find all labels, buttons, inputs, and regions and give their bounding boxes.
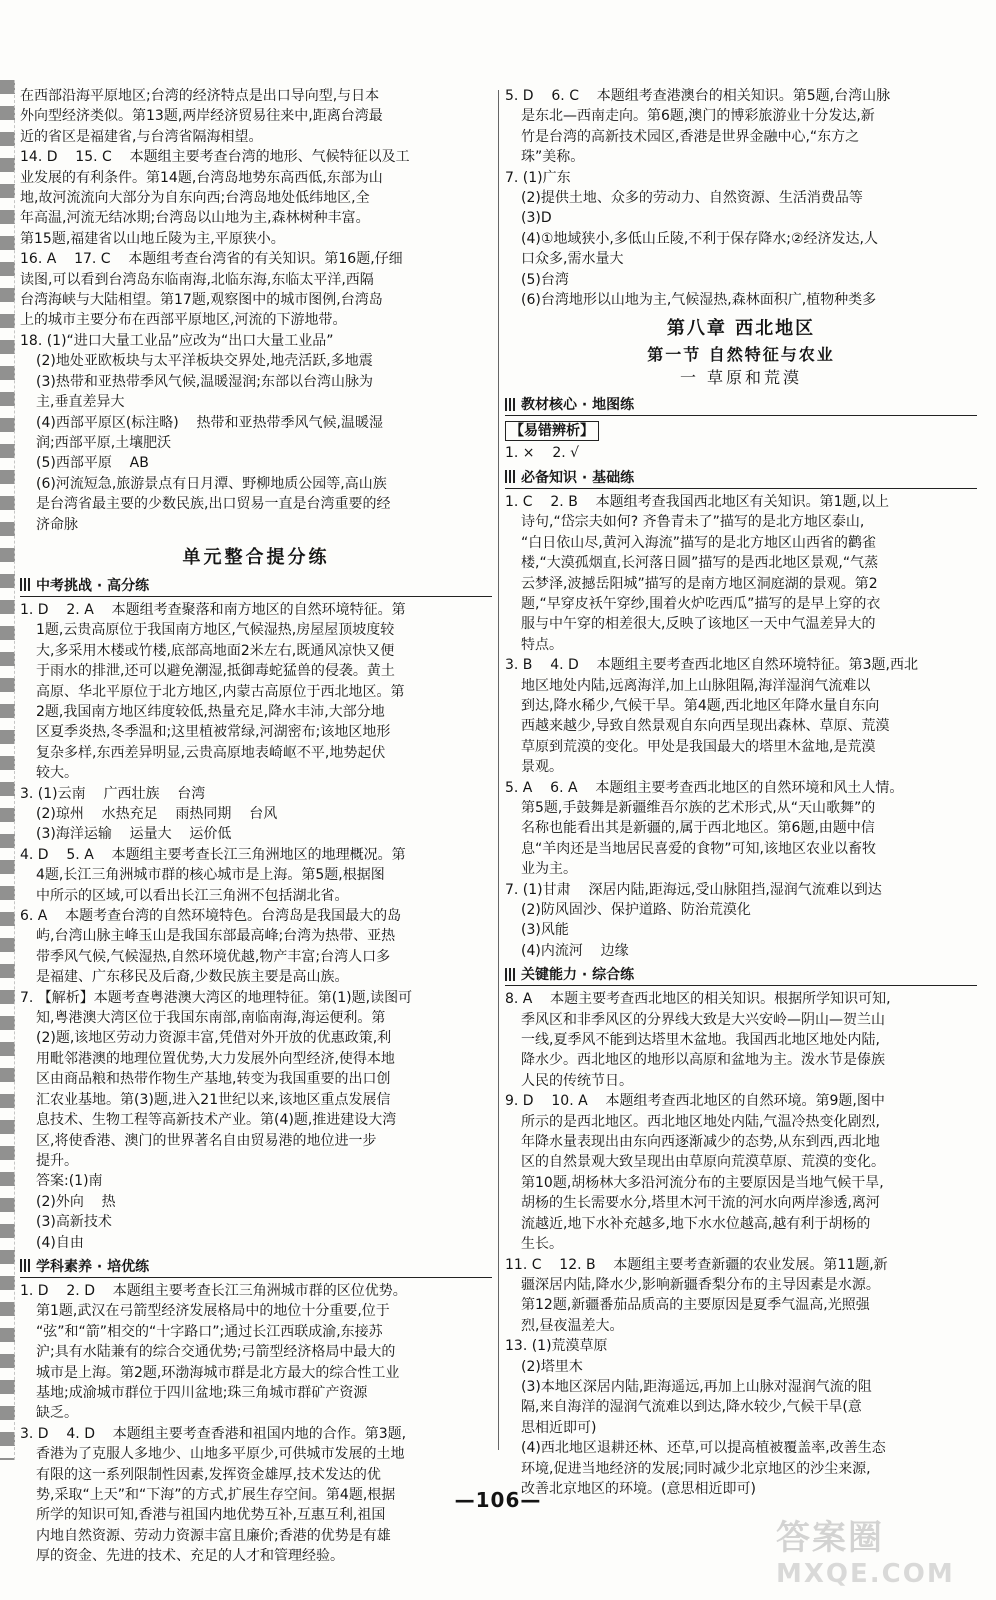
answer-line: 台湾海峡与大陆相望。第17题,观察图中的城市图例,台湾岛 (20, 292, 383, 309)
answer-line: (2)提供土地、众多的劳动力、自然资源、生活消费品等 (521, 190, 863, 207)
answer-line: (4)西北地区退耕还林、还草,可以提高植被覆盖率,改善生态 (521, 1440, 886, 1457)
answer-line: (3)热带和亚热带季风气候,温暖湿润;东部以台湾山脉为 (36, 373, 373, 390)
answer-line: 缺乏。 (36, 1405, 78, 1422)
unit-title: 单元整合提分练 (182, 546, 330, 568)
answer-line: 地,故河流流向大部分为自东向西;台湾岛地处低纬地区,全 (20, 190, 370, 207)
answer-line: 13. (1)荒漠草原 (505, 1338, 608, 1355)
answer-line: 1. D 2. D 本题组主要考查长江三角洲城市群的区位优势。 (20, 1282, 407, 1299)
answer-line: 近的省区是福建省,与台湾省隔海相望。 (20, 128, 263, 145)
answer-line: “弦”和“箭”相交的“十字路口”;通过长江西联成渝,东接苏 (36, 1323, 383, 1340)
answer-line: 第5题,手鼓舞是新疆维吾尔族的艺术形式,从“天山歌舞”的 (521, 799, 876, 816)
section-header (505, 964, 977, 986)
section-header (20, 1256, 492, 1278)
answer-line: 润;西部平原,土壤肥沃 (36, 434, 172, 451)
answer-line: 诗句,“岱宗夫如何? 齐鲁青未了”描写的是北方地区泰山, (521, 514, 865, 531)
answer-line: 大,多采用木楼或竹楼,底部高地面2米左右,既通风凉快又便 (36, 642, 395, 659)
answer-line: 题,“早穿皮袄午穿纱,围着火炉吃西瓜”描写的是早上穿的衣 (521, 595, 881, 612)
answer-line: (2)塔里木 (521, 1358, 583, 1375)
section-header-label: 必备知识 · 基础练 (521, 469, 635, 486)
section-marker-icon (505, 398, 515, 411)
answer-line: 业发展的有利条件。第14题,台湾岛地势东高西低,东部为山 (20, 169, 383, 186)
answer-line: 提升。 (36, 1152, 78, 1169)
answer-line: 9. D 10. A 本题组考查西北地区的自然环境。第9题,图中 (505, 1093, 885, 1110)
answer-line: 生长。 (521, 1236, 563, 1253)
answer-line: (6)台湾地形以山地为主,气候湿热,森林面积广,植物种类多 (521, 292, 877, 309)
answer-line: 用毗邻港澳的地理位置优势,大力发展外向型经济,使得本地 (36, 1050, 395, 1067)
answer-line: 外向型经济类似。第13题,两岸经济贸易往来中,距离台湾最 (20, 108, 383, 125)
answer-line: 4. D 5. A 本题组主要考查长江三角洲地区的地理概况。第 (20, 846, 406, 863)
answer-line: 服与中午穿的相差很大,反映了该地区一天中气温差异大的 (521, 616, 876, 633)
answer-line: 区,将使香港、澳门的世界著名自由贸易港的地位进一步 (36, 1132, 377, 1149)
answer-line: 年降水量表现出由东向西逐渐减少的态势,从东到西,西北地 (521, 1134, 880, 1151)
section-marker-icon (505, 968, 515, 981)
answer-line: 竹是台湾的高新技术园区,香港是世界金融中心,“东方之 (521, 128, 860, 145)
answer-line: 特点。 (521, 636, 563, 653)
answer-line: 第10题,胡杨林大多沿河流分布的主要原因是当地气候干旱, (521, 1174, 884, 1191)
section-header (20, 575, 492, 597)
answer-line: 16. A 17. C 本题组考查台湾省的有关知识。第16题,仔细 (20, 251, 403, 268)
answer-line: 降水少。西北地区的地形以高原和盆地为主。泼水节是傣族 (521, 1052, 885, 1069)
answer-line: 人民的传统节日。 (521, 1072, 633, 1089)
answer-line: 是东北—西南走向。第6题,澳门的博彩旅游业十分发达,新 (521, 108, 875, 125)
answer-line: (3)D (521, 210, 552, 227)
answer-line: 珠”美称。 (521, 149, 585, 166)
section-marker-icon (20, 1259, 30, 1272)
answer-line: 区夏季炎热,冬季温和;这里植被常绿,河湖密布;该地区地形 (36, 724, 391, 741)
answer-line: 地区地处内陆,远离海洋,加上山脉阻隔,海洋湿润气流难以 (521, 677, 871, 694)
answer-line: (4)自由 (36, 1234, 84, 1251)
section-marker-icon (505, 470, 515, 483)
answer-line: 内地自然资源、劳动力资源丰富且廉价;香港的优势是有雄 (36, 1527, 391, 1544)
answer-line: 改善北京地区的环境。(意思相近即可) (521, 1480, 756, 1497)
answer-line: 带季风气候,气候湿热,自然环境优越,物产丰富;台湾人口多 (36, 948, 391, 965)
answer-line: 烈,昼夜温差大。 (521, 1317, 624, 1334)
answer-line: 一线,夏季风不能到达塔里木盆地。我国西北地区地处内陆, (521, 1032, 880, 1049)
answer-line: 云梦泽,波撼岳阳城”描写的是南方地区洞庭湖的景观。第2 (521, 575, 878, 592)
answer-line: (3)高新技术 (36, 1214, 112, 1231)
answer-line: 息技术、生物工程等高新技术产业。第(4)题,推进建设大湾 (36, 1112, 397, 1129)
answer-line: (5)西部平原 AB (36, 455, 149, 472)
answer-line: “白日依山尽,黄河入海流”描写的是北方地区山西省的鹳雀 (521, 534, 876, 551)
answer-line: 18. (1)“进口大量工业品”应改为“出口大量工业品” (20, 332, 334, 349)
answer-line: 3. D 4. D 本题组主要考查香港和祖国内地的合作。第3题, (20, 1425, 407, 1442)
answer-line: 3. B 4. D 本题组主要考查西北地区自然环境特征。第3题,西北 (505, 657, 918, 674)
answer-line: 胡杨的生长需要水分,塔里木河干流的河水向两岸渗透,离河 (521, 1195, 880, 1212)
answer-line: (6)河流短急,旅游景点有日月潭、野柳地质公园等,高山族 (36, 475, 387, 492)
page-number: —106— (454, 1488, 542, 1512)
answer-line: 14. D 15. C 本题组主要考查台湾的地形、气候特征以及工 (20, 149, 410, 166)
answer-line: 7. (1)广东 (505, 169, 571, 186)
answer-line: 季风区和非季风区的分界线大致是大兴安岭—阴山—贺兰山 (521, 1011, 885, 1028)
answer-line: 第1题,武汉在弓箭型经济发展格局中的地位十分重要,位于 (36, 1303, 390, 1320)
answer-line: (2)地处亚欧板块与太平洋板块交界处,地壳活跃,多地震 (36, 353, 373, 370)
answer-line: 业为主。 (521, 861, 577, 878)
answer-line: 草原到荒漠的变化。甲处是我国最大的塔里木盆地,是荒漠 (521, 738, 876, 755)
answer-line: 高原、华北平原位于北方地区,内蒙古高原位于西北地区。第 (36, 683, 405, 700)
answer-line: 7. (1)甘肃 深居内陆,距海远,受山脉阻挡,湿润气流难以到达 (505, 881, 882, 898)
answer-line: (3)海洋运输 运量大 运价低 (36, 826, 232, 843)
chapter-title: 第八章 西北地区 (666, 318, 816, 340)
section-marker-icon (20, 578, 30, 591)
answer-line: 区由商品粮和热带作物生产基地,转变为我国重要的出口创 (36, 1071, 391, 1088)
answer-line: 西越来越少,导致自然景观自东向西呈现出森林、草原、荒漠 (521, 718, 890, 735)
section-header-label: 教材核心 · 地图练 (521, 397, 635, 414)
answer-line: 基地;成渝城市群位于四川盆地;珠三角城市群矿产资源 (36, 1384, 368, 1401)
answer-line: 楼,“大漠孤烟直,长河落日圆”描写的是西北地区景观,“气蒸 (521, 555, 879, 572)
answer-line: 中所示的区域,可以看出长江三角洲不包括湖北省。 (36, 887, 349, 904)
left-column (20, 86, 492, 1567)
watermark-line1: 答案圈 (776, 1518, 884, 1558)
answer-line: 主,垂直差异大 (36, 394, 125, 411)
subsection-title: 一 草原和荒漠 (679, 368, 803, 388)
answer-line: (3)本地区深居内陆,距海遥远,再加上山脉对湿润气流的阻 (521, 1378, 872, 1395)
answer-line: (5)台湾 (521, 271, 569, 288)
section-header (505, 467, 977, 489)
answer-line: 有限的这一系列限制性因素,发挥资金雄厚,技术发达的优 (36, 1466, 381, 1483)
answer-line: 复杂多样,东西差异明显,云贵高原地表崎岖不平,地势起伏 (36, 744, 386, 761)
answer-line: 息“羊肉还是当地居民喜爱的食物”可知,该地区农业以畜牧 (521, 840, 876, 857)
answer-line: 流越近,地下水补充越多,地下水水位越高,越有利于胡杨的 (521, 1215, 871, 1232)
answer-line: 环境,促进当地经济的发展;同时减少北京地区的沙尘来源, (521, 1460, 871, 1477)
tag-row (505, 419, 977, 443)
answer-line: 11. C 12. B 本题组主要考查新疆的农业发展。第11题,新 (505, 1256, 888, 1273)
answer-line: 年高温,河流无结冰期;台湾岛以山地为主,森林树种丰富。 (20, 210, 370, 227)
answer-line: (4)西部平原区(标注略) 热带和亚热带季风气候,温暖湿 (36, 414, 384, 431)
answer-line: 1. D 2. A 本题组考查聚落和南方地区的自然环境特征。第 (20, 601, 406, 618)
answer-line: 到达,降水稀少,气候干旱。第4题,西北地区年降水量自东向 (521, 697, 880, 714)
answer-line: 4题,长江三角洲城市群的核心城市是上海。第5题,根据图 (36, 867, 385, 884)
answer-line: 1题,云贵高原位于我国南方地区,气候湿热,房屋屋顶坡度较 (36, 622, 395, 639)
watermark-line2: MXQE.COM (776, 1559, 955, 1589)
column-divider (498, 90, 499, 1450)
section-title: 第一节 自然特征与农业 (647, 345, 835, 365)
answer-line: (4)①地域狭小,多低山丘陵,不利于保存降水;②经济发达,人 (521, 230, 878, 247)
answer-line: 区的自然景观大致呈现出由草原向荒漠草原、荒漠的变化。 (521, 1154, 885, 1171)
answer-line: 是台湾省最主要的少数民族,出口贸易一直是台湾重要的经 (36, 496, 391, 513)
answer-line: (2)题,该地区劳动力资源丰富,凭借对外开放的优惠政策,利 (36, 1030, 392, 1047)
answer-line: 6. A 本题考查台湾的自然环境特色。台湾岛是我国最大的岛 (20, 908, 402, 925)
answer-line: (3)风能 (521, 922, 569, 939)
answer-line: 香港为了克服人多地少、山地多平原少,可供城市发展的土地 (36, 1446, 405, 1463)
answer-line: 第15题,福建省以山地丘陵为主,平原狭小。 (20, 230, 285, 247)
answer-line: (2)琼州 水热充足 雨热同期 台风 (36, 806, 278, 822)
answer-line: (4)内流河 边缘 (521, 942, 629, 959)
answer-line: 1. × 2. √ (505, 445, 580, 462)
section-header (505, 394, 977, 416)
answer-line: 于雨水的排泄,还可以避免潮湿,抵御毒蛇猛兽的侵袭。黄土 (36, 663, 395, 680)
tag-label: 【易错辨析】 (505, 421, 599, 441)
answer-line: (2)外向 热 (36, 1193, 116, 1210)
answer-line: 屿,台湾山脉主峰玉山是我国东部最高峰;台湾为热带、亚热 (36, 928, 396, 945)
answer-line: 知,粤港澳大湾区位于我国东南部,南临南海,海运便利。第 (36, 1010, 386, 1027)
answer-line: 口众多,需水量大 (521, 251, 624, 268)
answer-line: 上的城市主要分布在西部平原地区,河流的下游地带。 (20, 312, 347, 329)
right-column (505, 86, 977, 1499)
section-header-label: 学科素养 · 培优练 (36, 1258, 150, 1275)
answer-line: 思相近即可) (521, 1419, 597, 1436)
section-header-label: 中考挑战 · 高分练 (36, 577, 150, 594)
answer-line: 1. C 2. B 本题组考查我国西北地区有关知识。第1题,以上 (505, 493, 889, 510)
answer-line: 是福建、广东移民及后裔,少数民族主要是高山族。 (36, 969, 349, 986)
answer-line: 答案:(1)南 (36, 1173, 103, 1190)
answer-line: 5. D 6. C 本题组考查港澳台的相关知识。第5题,台湾山脉 (505, 88, 891, 104)
answer-line: 隔,来自海洋的湿润气流难以到达,降水较少,气候干旱(意 (521, 1399, 862, 1416)
answer-line: 沪;具有水陆兼有的综合交通优势;弓箭型经济格局中最大的 (36, 1344, 396, 1361)
answer-line: 所学的知识可知,香港与祖国内地优势互补,互惠互利,祖国 (36, 1507, 386, 1524)
answer-line: 城市是上海。第2题,环渤海城市群是北方最大的综合性工业 (36, 1364, 400, 1381)
answer-line: 8. A 本题主要考查西北地区的相关知识。根据所学知识可知, (505, 991, 891, 1008)
binding-edge (0, 80, 15, 1460)
answer-line: 5. A 6. A 本题组主要考查西北地区的自然环境和风土人情。 (505, 779, 904, 796)
answer-line: 名称也能看出其是新疆的,属于西北地区。第6题,由题中信 (521, 820, 875, 837)
answer-line: 较大。 (36, 765, 78, 782)
answer-line: 2题,我国南方地区纬度较低,热量充足,降水丰沛,大部分地 (36, 703, 385, 720)
section-header-label: 关键能力 · 综合练 (521, 967, 635, 984)
answer-line: 疆深居内陆,降水少,影响新疆香梨分布的主导因素是水源。 (521, 1276, 880, 1293)
answer-line: (2)防风固沙、保护道路、防治荒漠化 (521, 902, 751, 918)
answer-line: 汇农业基地。第(3)题,进入21世纪以来,该地区重点发展信 (36, 1091, 391, 1108)
answer-line: 势,采取“上天”和“下海”的方式,扩展生存空间。第4题,根据 (36, 1487, 396, 1503)
answer-line: 在西部沿海平原地区;台湾的经济特点是出口导向型,与日本 (20, 88, 380, 104)
answer-line: 读图,可以看到台湾岛东临南海,北临东海,东临太平洋,西隔 (20, 271, 374, 288)
answer-line: 厚的资金、先进的技术、充足的人才和管理经验。 (36, 1548, 344, 1565)
answer-line: 济命脉 (36, 516, 78, 533)
answer-line: 景观。 (521, 759, 563, 776)
answer-line: 3. (1)云南 广西壮族 台湾 (20, 785, 206, 802)
watermark-logo (776, 1510, 986, 1592)
answer-line: 7. 【解析】本题考查粤港澳大湾区的地理特征。第(1)题,读图可 (20, 989, 413, 1006)
answer-line: 所示的是西北地区。西北地区地处内陆,气温冷热变化剧烈, (521, 1113, 880, 1130)
answer-line: 第12题,新疆番茄品质高的主要原因是夏季气温高,光照强 (521, 1297, 870, 1314)
